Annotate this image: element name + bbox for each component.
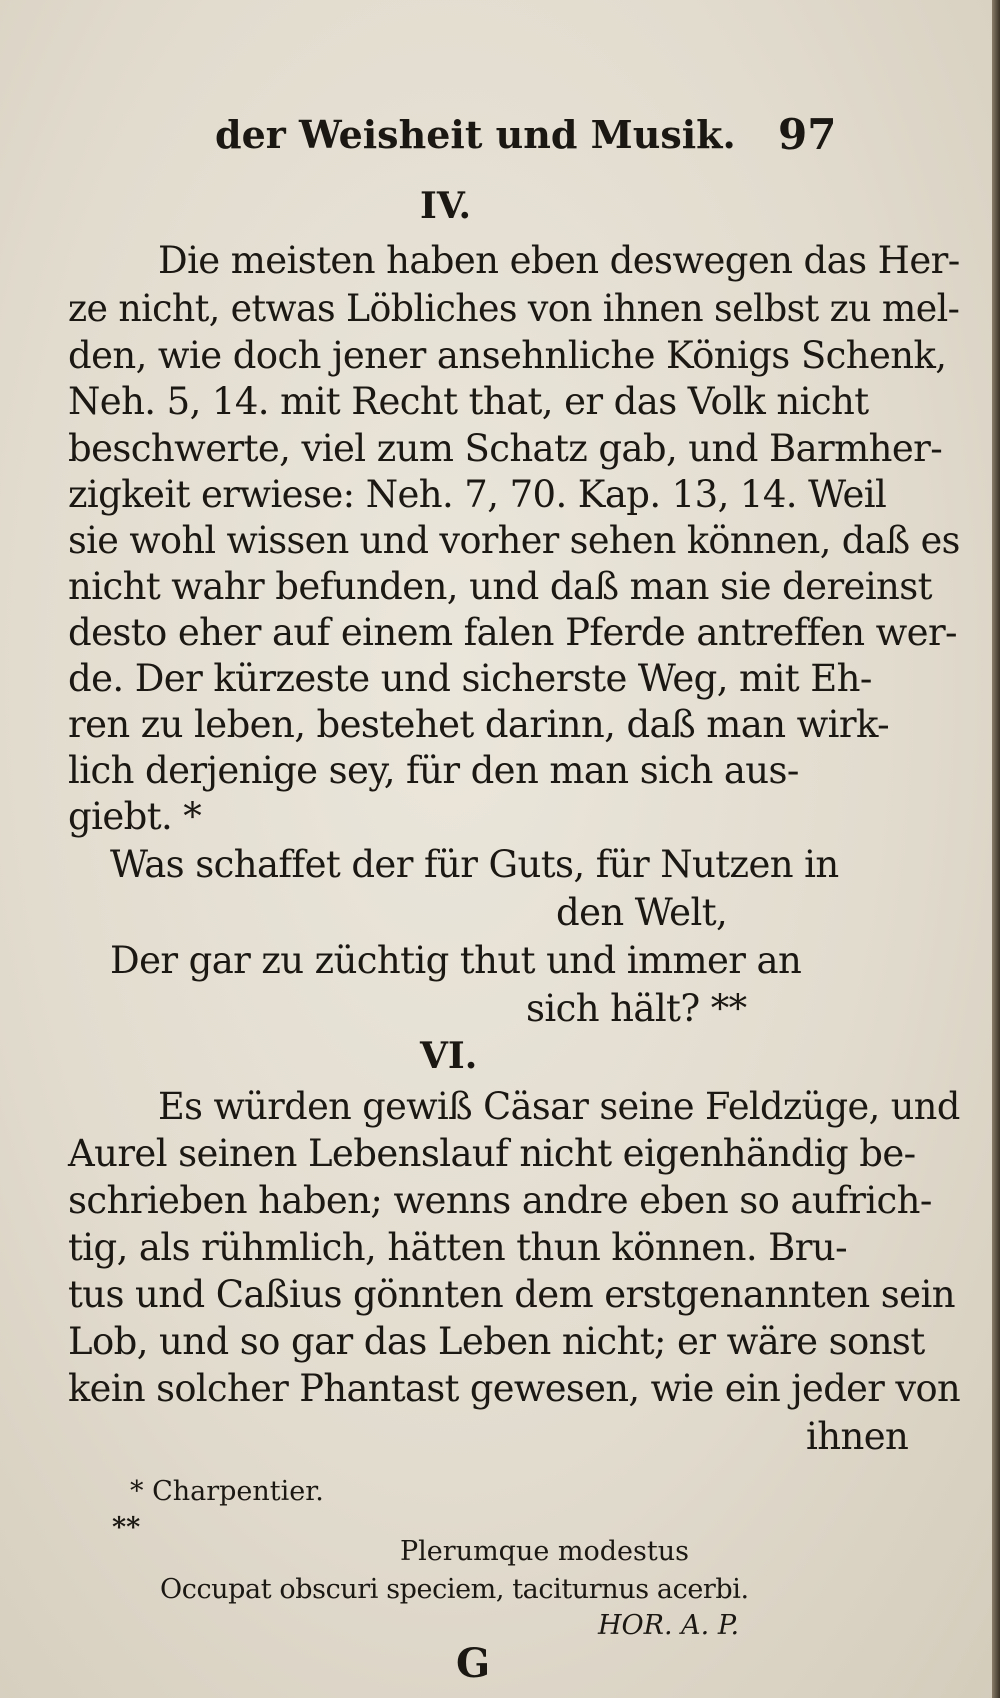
- verse-line: Der gar zu züchtig thut und immer an: [110, 939, 802, 982]
- text-line: tig, als rühmlich, hätten thun können. Bru-: [68, 1226, 847, 1269]
- footnote-mark: **: [112, 1512, 141, 1543]
- footnote-verse: Occupat obscuri speciem, taciturnus acerbi.: [160, 1574, 749, 1605]
- footnote-source: HOR. A. P.: [598, 1610, 740, 1641]
- signature-mark: G: [456, 1640, 491, 1687]
- section-marker: IV.: [420, 185, 472, 227]
- text-line: de. Der kürzeste und sicherste Weg, mit Eh-: [68, 657, 872, 700]
- footnote: * Charpentier.: [130, 1476, 324, 1507]
- text-line: ze nicht, etwas Löbliches von ihnen selbst zu mel-: [68, 287, 960, 330]
- text-line: Neh. 5, 14. mit Recht that, er das Volk nicht: [68, 380, 869, 423]
- footnote-verse: Plerumque modestus: [400, 1536, 689, 1567]
- verse-line: sich hält? **: [526, 987, 747, 1030]
- text-line: Es würden gewiß Cäsar seine Feldzüge, und: [158, 1085, 960, 1128]
- text-line: den, wie doch jener ansehnliche Königs Schenk,: [68, 334, 947, 377]
- text-line: Die meisten haben eben deswegen das Her-: [158, 239, 960, 282]
- text-line: Lob, und so gar das Leben nicht; er wäre sonst: [68, 1320, 925, 1363]
- text-line: schrieben haben; wenns andre eben so aufrich-: [68, 1179, 932, 1222]
- text-line: nicht wahr befunden, und daß man sie dereinst: [68, 565, 932, 608]
- section-marker: VI.: [420, 1035, 478, 1077]
- text-line: sie wohl wissen und vorher sehen können, daß es: [68, 519, 960, 562]
- text-line: lich derjenige sey, für den man sich aus-: [68, 749, 799, 792]
- verse-line: den Welt,: [556, 891, 728, 934]
- text-line: tus und Caßius gönnten dem erstgenannten sein: [68, 1273, 955, 1316]
- page-number: 97: [778, 110, 837, 159]
- text-line: desto eher auf einem falen Pferde antreffen wer-: [68, 611, 957, 654]
- text-line: giebt. *: [68, 795, 202, 838]
- verse-line: Was schaffet der für Guts, für Nutzen in: [110, 843, 839, 886]
- text-line: beschwerte, viel zum Schatz gab, und Barmher-: [68, 427, 943, 470]
- text-line: zigkeit erwiese: Neh. 7, 70. Kap. 13, 14. Weil: [68, 473, 887, 516]
- running-head-title: der Weisheit und Musik.: [215, 112, 736, 157]
- text-line: ren zu leben, bestehet darinn, daß man wirk-: [68, 703, 890, 746]
- page-fore-edge: [992, 0, 1000, 1698]
- catchword: ihnen: [806, 1415, 909, 1458]
- text-line: kein solcher Phantast gewesen, wie ein jeder von: [68, 1367, 961, 1410]
- text-line: Aurel seinen Lebenslauf nicht eigenhändig be-: [68, 1132, 916, 1175]
